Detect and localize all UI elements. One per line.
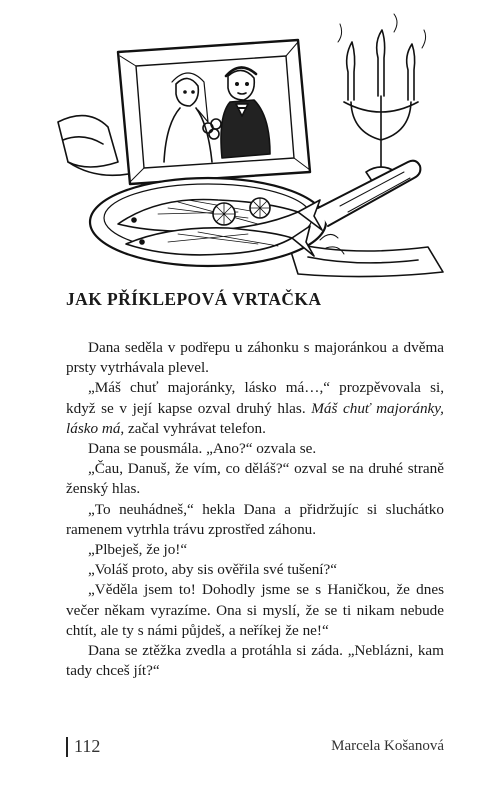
paragraph-text: „Věděla jsem to! Dohodly jsme se s Haničkou, že dnes večer někam vyrazíme. Ona si myslí, že se ti nikam nebude chtít, ale ty s námi půjdeš, a neříkej že ne!“: [66, 581, 444, 639]
paragraph: [66, 459, 444, 499]
paragraph-text: „Máš chuť majoránky, lásko má…,“ prozpěvovala si, když se v její kapse ozval druhý hlas.: [66, 379, 444, 417]
paragraph: [66, 439, 444, 459]
author-name: Marcela Košanová: [331, 738, 444, 754]
paragraph: [66, 641, 444, 681]
paragraph: [66, 500, 444, 540]
paragraph-text: „Čau, Danuš, že vím, co děláš?“ ozval se na druhé straně ženský hlas.: [66, 460, 444, 498]
page-footer: [66, 736, 444, 757]
page-number-rule: [66, 737, 68, 757]
paragraph-text: „Voláš proto, aby sis ověřila své tušení?“: [88, 561, 337, 579]
paragraph-text: „Plbeješ, že jo!“: [88, 541, 188, 559]
paragraph: [66, 338, 444, 378]
page-number: 112: [66, 736, 100, 757]
chapter-title: JAK PŘÍKLEPOVÁ VRTAČKA: [66, 289, 322, 309]
paragraph-text: „To neuhádneš,“ hekla Dana a přidržujíc si sluchátko ramenem vytrhla trávu zprostřed záhonu.: [66, 500, 444, 538]
paragraph-text: Dana se pousmála. „Ano?“ ozvala se.: [88, 440, 317, 458]
chapter-illustration: [48, 12, 450, 282]
paragraph: [66, 560, 444, 580]
paragraph-text: Dana se ztěžka zvedla a protáhla si záda. „Neblázni, kam tady chceš jít?“: [66, 642, 444, 680]
paragraph-text: , začal vyhrávat telefon.: [120, 419, 266, 437]
paragraph: [66, 540, 444, 560]
paragraph: [66, 580, 444, 641]
paragraph: [66, 378, 444, 439]
paragraph-text: Máš chuť majoránky, lásko má: [66, 399, 444, 437]
story-text: [66, 338, 444, 681]
paragraph-text: Dana seděla v podřepu u záhonku s majoránkou a dvěma prsty vytrhávala plevel.: [66, 339, 444, 377]
